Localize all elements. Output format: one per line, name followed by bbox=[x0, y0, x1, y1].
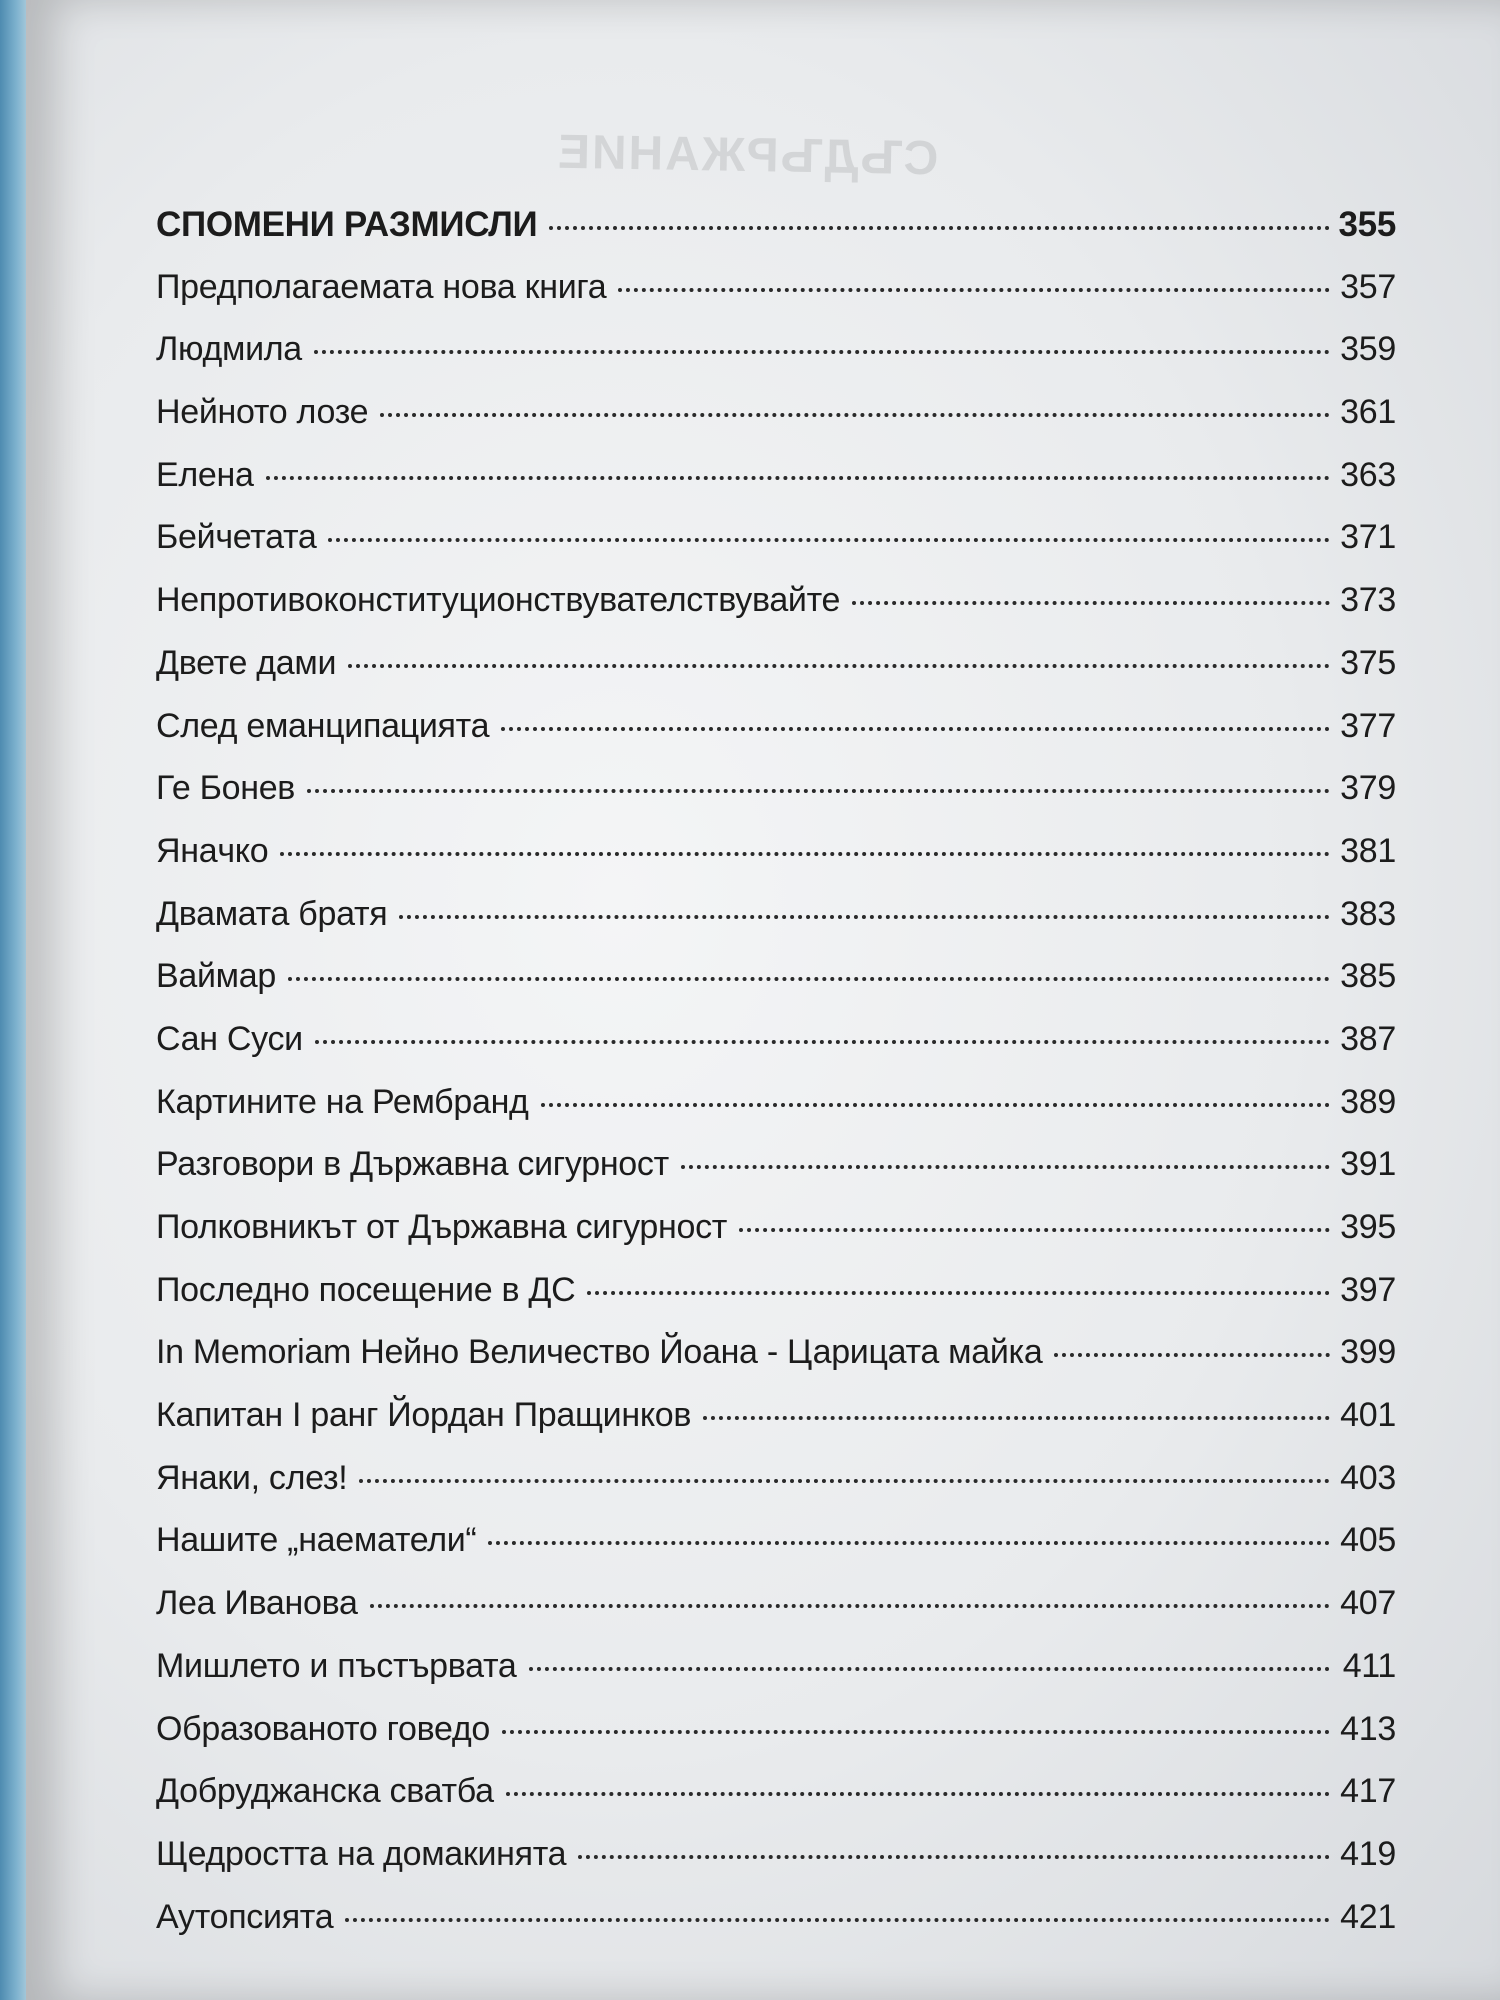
toc-entry-row bbox=[156, 1208, 1396, 1271]
toc-entry-title: Двамата братя bbox=[156, 894, 388, 933]
toc-entry-row bbox=[156, 644, 1396, 707]
toc-entry-page: 357 bbox=[1340, 267, 1396, 306]
toc-entry-page: 389 bbox=[1340, 1082, 1396, 1121]
toc-entry-row bbox=[156, 1020, 1396, 1083]
dot-leader bbox=[348, 664, 1330, 668]
toc-entry-page: 421 bbox=[1340, 1897, 1396, 1936]
dot-leader bbox=[266, 476, 1330, 480]
dot-leader bbox=[399, 915, 1330, 919]
book-edge bbox=[0, 0, 28, 2000]
toc-entry-page: 361 bbox=[1340, 393, 1396, 432]
toc-entry-title: Непротивоконституционствувателствувайте bbox=[156, 581, 841, 620]
toc-entry-title: Ваймар bbox=[156, 957, 276, 996]
toc-entry-page: 383 bbox=[1340, 894, 1396, 933]
toc-entry-page: 379 bbox=[1340, 769, 1396, 808]
toc-entry-row bbox=[156, 957, 1396, 1020]
dot-leader bbox=[506, 1792, 1330, 1796]
toc-entry-page: 385 bbox=[1340, 957, 1396, 996]
toc-entry-title: Янaчко bbox=[156, 831, 269, 870]
toc-entry-page: 417 bbox=[1340, 1772, 1396, 1811]
toc-entry-row bbox=[156, 1333, 1396, 1396]
toc-entry-page: 373 bbox=[1340, 581, 1396, 620]
dot-leader bbox=[739, 1228, 1330, 1232]
toc-entry-page: 395 bbox=[1340, 1208, 1396, 1246]
book-page bbox=[26, 0, 1500, 2000]
toc-entry-row bbox=[156, 895, 1396, 958]
toc-entry-page: 411 bbox=[1342, 1646, 1396, 1685]
toc-entry-title: Капитан I ранг Йордан Пращинков bbox=[156, 1396, 692, 1435]
toc-entry-page: 387 bbox=[1340, 1019, 1396, 1058]
toc-entry-page: 375 bbox=[1340, 643, 1396, 682]
toc-entry-row bbox=[156, 1396, 1396, 1459]
toc-entry-title: След еманципацията bbox=[156, 706, 490, 745]
toc-entry-title: Леа Иванова bbox=[156, 1584, 358, 1623]
dot-leader bbox=[549, 226, 1330, 230]
dot-leader bbox=[1054, 1353, 1330, 1357]
toc-entry-page: 403 bbox=[1340, 1458, 1396, 1497]
toc-entry-row bbox=[156, 1647, 1396, 1710]
toc-entry-page: 397 bbox=[1340, 1270, 1396, 1309]
toc-entry-page: 413 bbox=[1340, 1709, 1396, 1748]
toc-entry-title: Щедростта на домакинята bbox=[156, 1834, 567, 1873]
toc-entry-title: Аутопсията bbox=[156, 1897, 334, 1936]
toc-entry-row bbox=[156, 456, 1396, 519]
toc-entry-title: Бейчетата bbox=[156, 518, 317, 557]
dot-leader bbox=[315, 1040, 1330, 1044]
toc-entry-row bbox=[156, 1521, 1396, 1584]
toc-entry-title: Сан Суси bbox=[156, 1019, 303, 1058]
toc-entry-title: Людмила bbox=[156, 330, 302, 369]
toc-entry-title: Добруджанска сватба bbox=[156, 1772, 494, 1811]
toc-entry-title: Предполагаемата нова книга bbox=[156, 267, 607, 306]
dot-leader bbox=[345, 1918, 1330, 1922]
dot-leader bbox=[681, 1165, 1330, 1169]
toc-entry-page: 391 bbox=[1340, 1145, 1396, 1184]
toc-entry-row bbox=[156, 268, 1396, 331]
toc-entry-row bbox=[156, 1584, 1396, 1647]
dot-leader bbox=[307, 789, 1330, 793]
dot-leader bbox=[488, 1541, 1330, 1545]
dot-leader bbox=[578, 1855, 1330, 1859]
toc-entry-title: Последно посещение в ДС bbox=[156, 1270, 576, 1309]
toc-entry-row bbox=[156, 1271, 1396, 1334]
toc-entry-title: Разговори в Държавна сигурност bbox=[156, 1145, 669, 1184]
toc-entry-title: Нейното лозе bbox=[156, 393, 369, 432]
dot-leader bbox=[587, 1291, 1330, 1295]
dot-leader bbox=[529, 1667, 1330, 1671]
toc-entry-page: 371 bbox=[1340, 518, 1396, 557]
toc-entry-title: Двете дами bbox=[156, 643, 337, 682]
toc-entry-row bbox=[156, 832, 1396, 895]
toc-entry-title: Нашите „наематели“ bbox=[156, 1521, 477, 1560]
dot-leader bbox=[288, 977, 1330, 981]
toc-entry-title: Мишлето и пъстървата bbox=[156, 1646, 517, 1685]
toc-entry-title: In Memoriam Нейно Величество Йоана - Царицата майка bbox=[156, 1333, 1043, 1372]
toc-entry-page: 399 bbox=[1340, 1333, 1396, 1372]
toc-entry-page: 405 bbox=[1340, 1521, 1396, 1560]
toc-entry-title: Полковникът от Държавна сигурност bbox=[156, 1208, 728, 1246]
toc-entry-row bbox=[156, 1083, 1396, 1146]
dot-leader bbox=[280, 852, 1330, 856]
toc-section-title: СПОМЕНИ РАЗМИСЛИ bbox=[156, 205, 538, 244]
toc-entry-row bbox=[156, 1772, 1396, 1835]
toc-section-page: 355 bbox=[1338, 205, 1396, 244]
toc-entry-page: 401 bbox=[1340, 1396, 1396, 1435]
toc-entry-row bbox=[156, 769, 1396, 832]
toc-entry-row bbox=[156, 1898, 1396, 1961]
toc-entry-row bbox=[156, 393, 1396, 456]
dot-leader bbox=[618, 288, 1330, 292]
toc-entry-row bbox=[156, 1835, 1396, 1898]
dot-leader bbox=[852, 601, 1330, 605]
dot-leader bbox=[370, 1604, 1330, 1608]
toc-entry-page: 359 bbox=[1340, 330, 1396, 369]
toc-entry-page: 381 bbox=[1340, 831, 1396, 870]
dot-leader bbox=[703, 1416, 1330, 1420]
toc-entry-title: Янаки, слез! bbox=[156, 1458, 348, 1497]
toc-entry-title: Картините на Рембранд bbox=[156, 1082, 529, 1121]
toc-entry-page: 363 bbox=[1340, 455, 1396, 494]
toc-entry-row bbox=[156, 330, 1396, 393]
toc-entry-title: Ге Бонев bbox=[156, 769, 296, 808]
toc-entry-row bbox=[156, 1459, 1396, 1522]
table-of-contents bbox=[156, 205, 1396, 1960]
toc-entry-row bbox=[156, 707, 1396, 770]
dot-leader bbox=[380, 413, 1330, 417]
show-through-heading: СЪДЪРЖАНИЕ bbox=[555, 125, 939, 186]
dot-leader bbox=[328, 538, 1330, 542]
dot-leader bbox=[502, 1730, 1330, 1734]
toc-entry-page: 377 bbox=[1340, 706, 1396, 745]
dot-leader bbox=[501, 727, 1330, 731]
toc-entry-title: Елена bbox=[156, 455, 254, 494]
toc-entry-page: 407 bbox=[1340, 1584, 1396, 1623]
dot-leader bbox=[359, 1479, 1330, 1483]
dot-leader bbox=[541, 1103, 1330, 1107]
toc-entry-row bbox=[156, 1710, 1396, 1773]
toc-entry-row bbox=[156, 581, 1396, 644]
toc-entry-row bbox=[156, 1145, 1396, 1208]
toc-entry-page: 419 bbox=[1340, 1834, 1396, 1873]
toc-entry-title: Образованото говедо bbox=[156, 1709, 491, 1748]
toc-section-row bbox=[156, 205, 1396, 268]
toc-entry-row bbox=[156, 518, 1396, 581]
dot-leader bbox=[314, 350, 1330, 354]
